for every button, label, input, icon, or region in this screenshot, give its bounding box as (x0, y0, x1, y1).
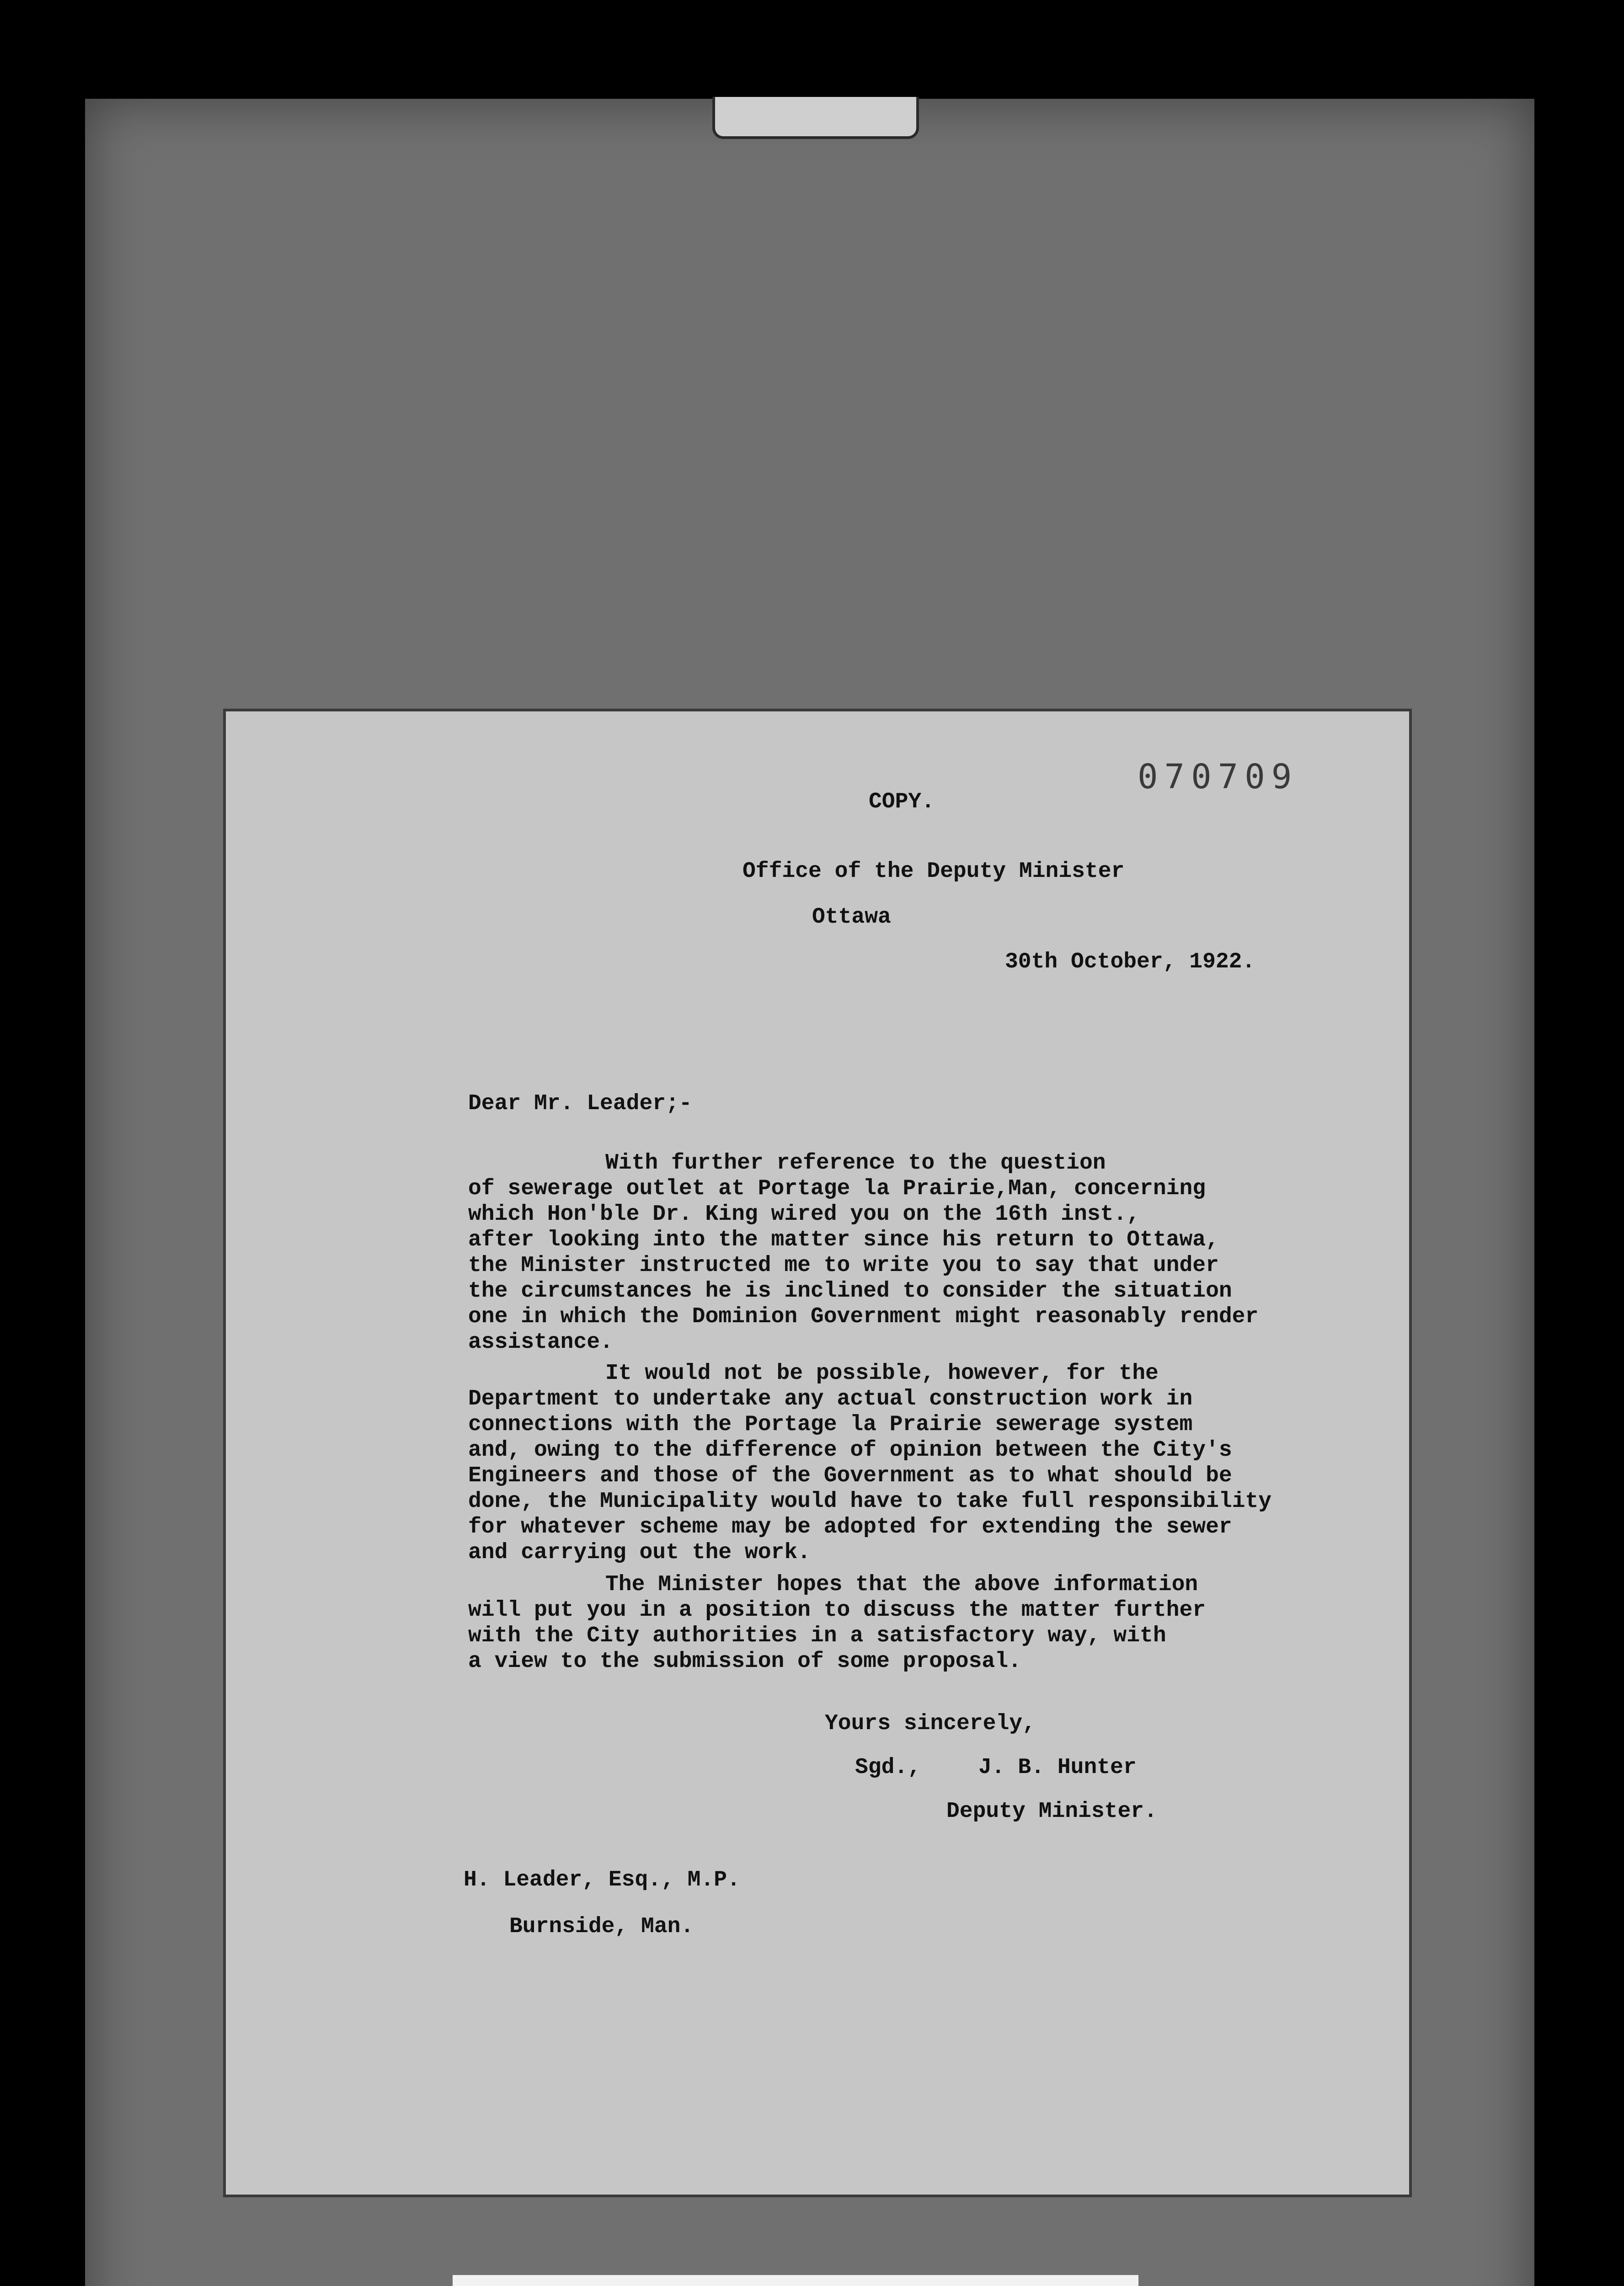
body-line: the Minister instructed me to write you to say that under (468, 1253, 1219, 1278)
body-line: Department to undertake any actual construction work in (468, 1387, 1193, 1411)
body-line: Engineers and those of the Government as to what should be (468, 1463, 1232, 1488)
signed-label: Sgd., (855, 1755, 921, 1780)
body-line: one in which the Dominion Government might reasonably render (468, 1304, 1259, 1329)
date-line: 30th October, 1922. (1005, 950, 1255, 974)
document-number: 070709 (1138, 757, 1298, 796)
city-line: Ottawa (812, 905, 891, 929)
body-line: The Minister hopes that the above information (605, 1572, 1198, 1597)
body-line: will put you in a position to discuss the matter further (468, 1598, 1206, 1623)
copy-label: COPY. (869, 790, 935, 814)
body-line: which Hon'ble Dr. King wired you on the 16th inst., (468, 1202, 1140, 1227)
body-line: for whatever scheme may be adopted for extending the sewer (468, 1515, 1232, 1539)
body-line: assistance. (468, 1330, 613, 1355)
body-line: connections with the Portage la Prairie sewerage system (468, 1412, 1193, 1437)
salutation: Dear Mr. Leader;- (468, 1091, 692, 1116)
signer-title: Deputy Minister. (946, 1799, 1157, 1824)
body-line: It would not be possible, however, for the (605, 1361, 1159, 1386)
office-line: Office of the Deputy Minister (743, 859, 1125, 884)
body-line: with the City authorities in a satisfactory way, with (468, 1624, 1166, 1648)
recipient-name: H. Leader, Esq., M.P. (464, 1868, 740, 1892)
body-line: done, the Municipality would have to take full responsibility (468, 1489, 1272, 1514)
series-label (453, 2275, 1138, 2286)
letter-page (226, 711, 1409, 2195)
body-line: a view to the submission of some proposal. (468, 1649, 1021, 1674)
signer-name: J. B. Hunter (978, 1755, 1137, 1780)
body-line: of sewerage outlet at Portage la Prairie,Man, concerning (468, 1176, 1206, 1201)
recipient-place: Burnside, Man. (509, 1914, 694, 1939)
body-line: With further reference to the question (605, 1151, 1106, 1175)
closing: Yours sincerely, (825, 1711, 1036, 1736)
body-line: and carrying out the work. (468, 1540, 811, 1565)
body-line: after looking into the matter since his return to Ottawa, (468, 1228, 1219, 1252)
paper-clip (712, 97, 919, 139)
body-line: and, owing to the difference of opinion between the City's (468, 1438, 1232, 1463)
body-line: the circumstances he is inclined to consider the situation (468, 1279, 1232, 1303)
